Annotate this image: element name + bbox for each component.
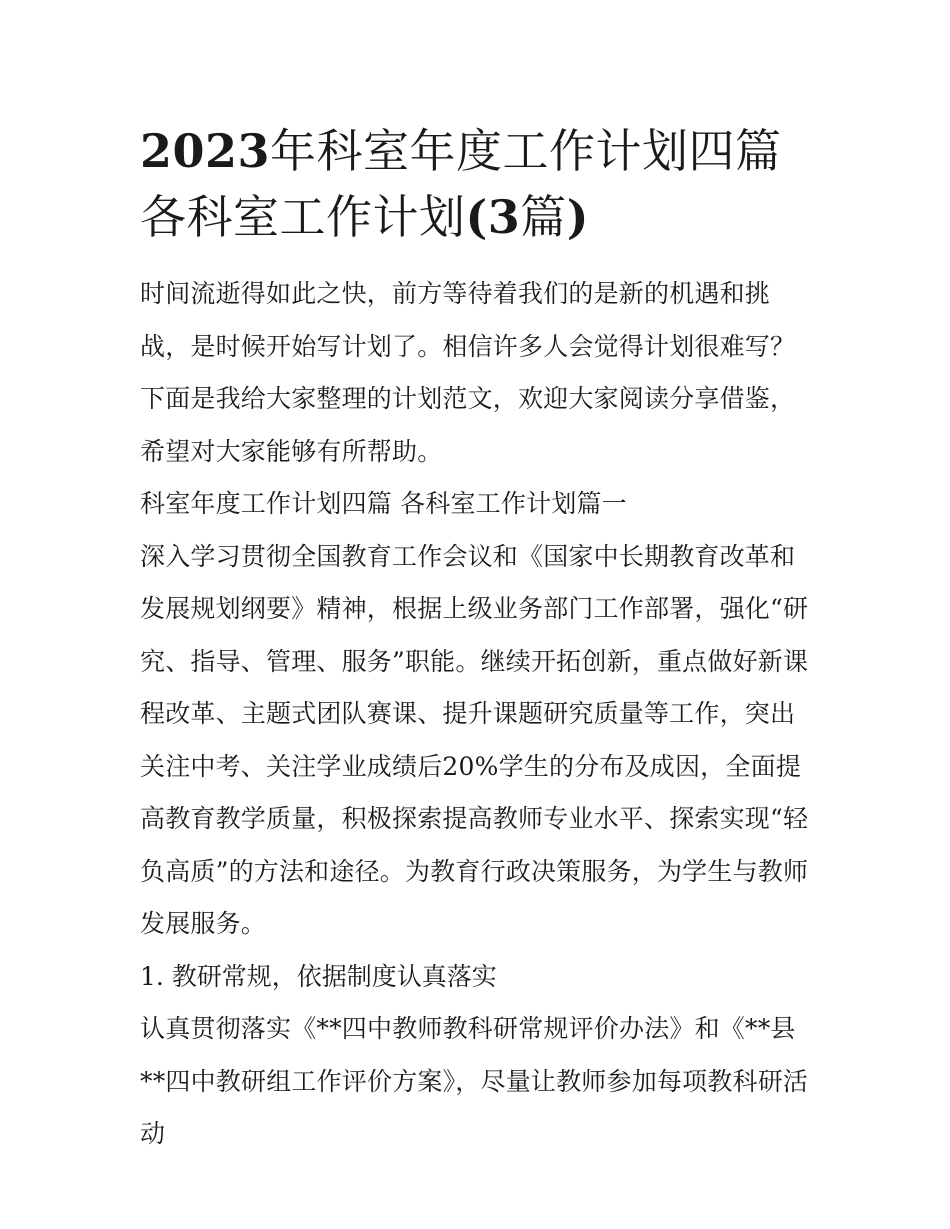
title-line2-bold: (3 [465,190,521,244]
title-line2-pian: 篇 [520,190,567,244]
body-paragraph-2: 认真贯彻落实《**四中教师教科研常规评价办法》和《**县**四中教研组工作评价方案》，尽量让教师参加每项教科研活动 [140,1014,809,1148]
document-content [140,118,820,1161]
body-paragraph: 深入学习贯彻全国教育工作会议和《国家中长期教育改革和发展规划纲要》精神，根据上级业务部门工作部署，强化“研究、指导、管理、服务”职能。继续开拓创新，重点做好新课程改革、主题式团队赛课、提升课题研究质量等工作，突出关注中考、关注学业成绩后20%学生的分布及成因，全面提高教育教学质量，积极探索提高教师专业水平、探索实现“轻负高质”的方法和途径。为教育行政决策服务，为学生与教师发展服务。 [140,541,809,938]
title-line2-close: ) [566,190,590,244]
title-year: 2023 [140,124,271,178]
document-title [140,118,820,250]
intro-paragraph: 时间流逝得如此之快，前方等待着我们的是新的机遇和挑战，是时候开始写计划了。相信许多人会觉得计划很难写？下面是我给大家整理的计划范文，欢迎大家阅读分享借鉴，希望对大家能够有所帮助。 [140,279,796,466]
section-heading: 科室年度工作计划四篇 各科室工作计划篇一 [140,489,627,518]
numbered-item-1: 1. 教研常规，依据制度认真落实 [140,961,497,991]
title-line1-rest: 年科室年度工作计划四篇 [270,124,782,178]
title-line2-text: 各科室工作计划 [140,190,466,244]
